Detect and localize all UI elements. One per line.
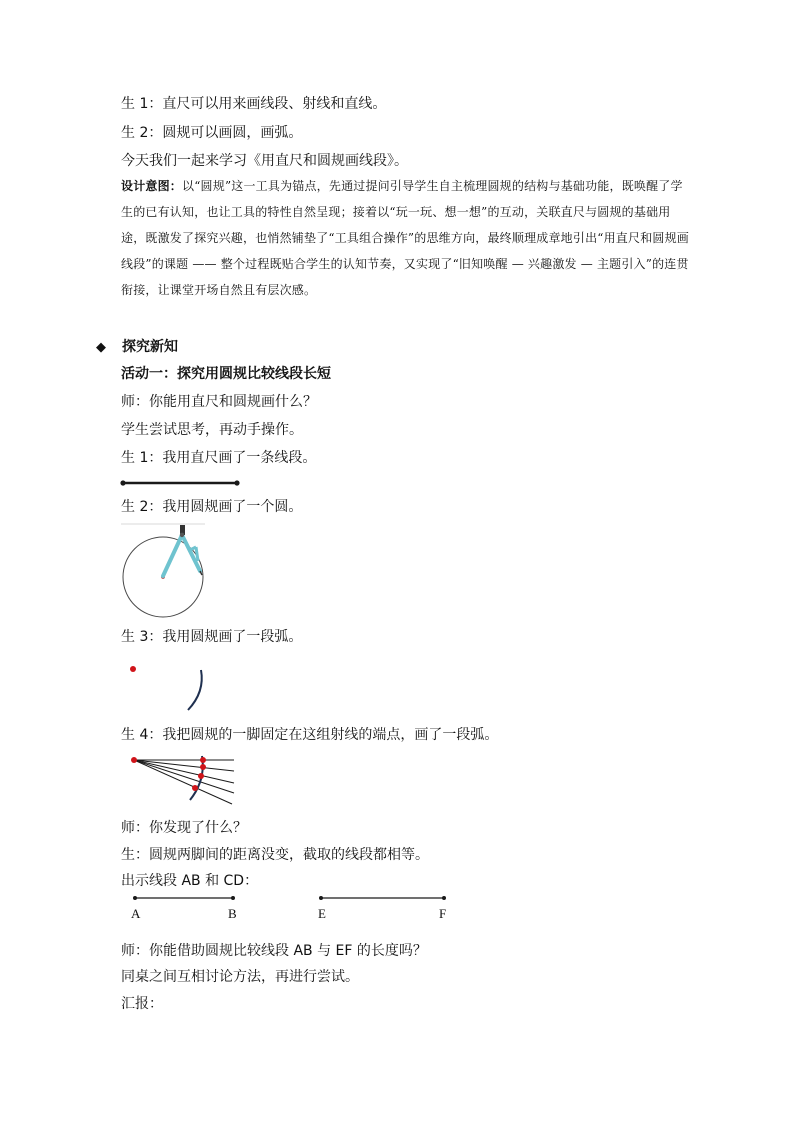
compass-circle-figure bbox=[118, 521, 210, 619]
ray-group bbox=[134, 760, 234, 804]
point-label-e: E bbox=[318, 906, 326, 921]
design-intent-text: 以“圆规”这一工具为锚点，先通过提问引导学生自主梳理圆规的结构与基础功能，既唤醒了学生的已有认知，也让工具的特性自然呈现；接着以“玩一玩、想一想”的互动，关联直尺与圆规的基础用途，既激发了探究兴趣，也悄然铺垫了“工具组合操作”的思维方向，最终顺理成章地引出“用直尺和圆规画线段”的课题 —— 整个过程既贴合学生的认知节奏，又实现了“旧知唤醒 — 兴趣激发 — 主题引入”的连贯衔接，让课堂开场自然且有层次感。 bbox=[121, 179, 690, 297]
arc-center-point bbox=[130, 666, 136, 672]
design-intent-paragraph bbox=[98, 173, 692, 303]
point-label-a: A bbox=[131, 906, 141, 921]
teacher-question-1: 师：你能用直尺和圆规画什么？ bbox=[121, 394, 317, 410]
student-answer-line: 生：圆规两脚间的距离没变，截取的线段都相等。 bbox=[121, 847, 429, 863]
drawn-arc bbox=[188, 670, 202, 710]
ruler-segment-figure bbox=[118, 476, 242, 490]
discuss-line: 同桌之间互相讨论方法，再进行尝试。 bbox=[121, 969, 359, 985]
compass-icon bbox=[163, 525, 202, 576]
show-segments-line: 出示线段 AB 和 CD： bbox=[121, 873, 259, 889]
intersection-point bbox=[198, 773, 204, 779]
ray-endpoint bbox=[131, 757, 137, 763]
segment-ef bbox=[316, 893, 450, 903]
intersection-point bbox=[192, 785, 198, 791]
point-label-f: F bbox=[439, 906, 447, 921]
arc-figure bbox=[124, 660, 214, 716]
segment-endpoint-right bbox=[234, 480, 239, 485]
segment-endpoint-left bbox=[120, 480, 125, 485]
intersection-point bbox=[200, 757, 206, 763]
segment-ab bbox=[130, 893, 240, 903]
section-title: 探究新知 bbox=[122, 339, 178, 355]
section-heading bbox=[96, 338, 178, 357]
teacher-question-2: 师：你发现了什么？ bbox=[121, 820, 247, 836]
activity-title: 活动一：探究用圆规比较线段长短 bbox=[121, 366, 331, 382]
rays-arc-figure bbox=[126, 752, 238, 808]
point-label-b: B bbox=[228, 906, 237, 921]
student2-intro-line: 生 2：圆规可以画圆，画弧。 bbox=[121, 125, 303, 141]
student2-line: 生 2：我用圆规画了一个圆。 bbox=[121, 499, 303, 515]
diamond-bullet-icon: ◆ bbox=[96, 340, 106, 355]
design-intent-label: 设计意图： bbox=[121, 179, 183, 193]
intersection-point bbox=[200, 764, 206, 770]
report-line: 汇报： bbox=[121, 996, 163, 1012]
student1-line: 生 1：我用直尺画了一条线段。 bbox=[121, 450, 317, 466]
student4-line: 生 4：我把圆规的一脚固定在这组射线的端点，画了一段弧。 bbox=[121, 727, 499, 743]
teacher-question-3: 师：你能借助圆规比较线段 AB 与 EF 的长度吗？ bbox=[121, 943, 427, 959]
student-try-line: 学生尝试思考，再动手操作。 bbox=[121, 422, 303, 438]
today-topic-line: 今天我们一起来学习《用直尺和圆规画线段》。 bbox=[121, 153, 408, 169]
student1-intro-line: 生 1：直尺可以用来画线段、射线和直线。 bbox=[121, 96, 387, 112]
student3-line: 生 3：我用圆规画了一段弧。 bbox=[121, 629, 303, 645]
